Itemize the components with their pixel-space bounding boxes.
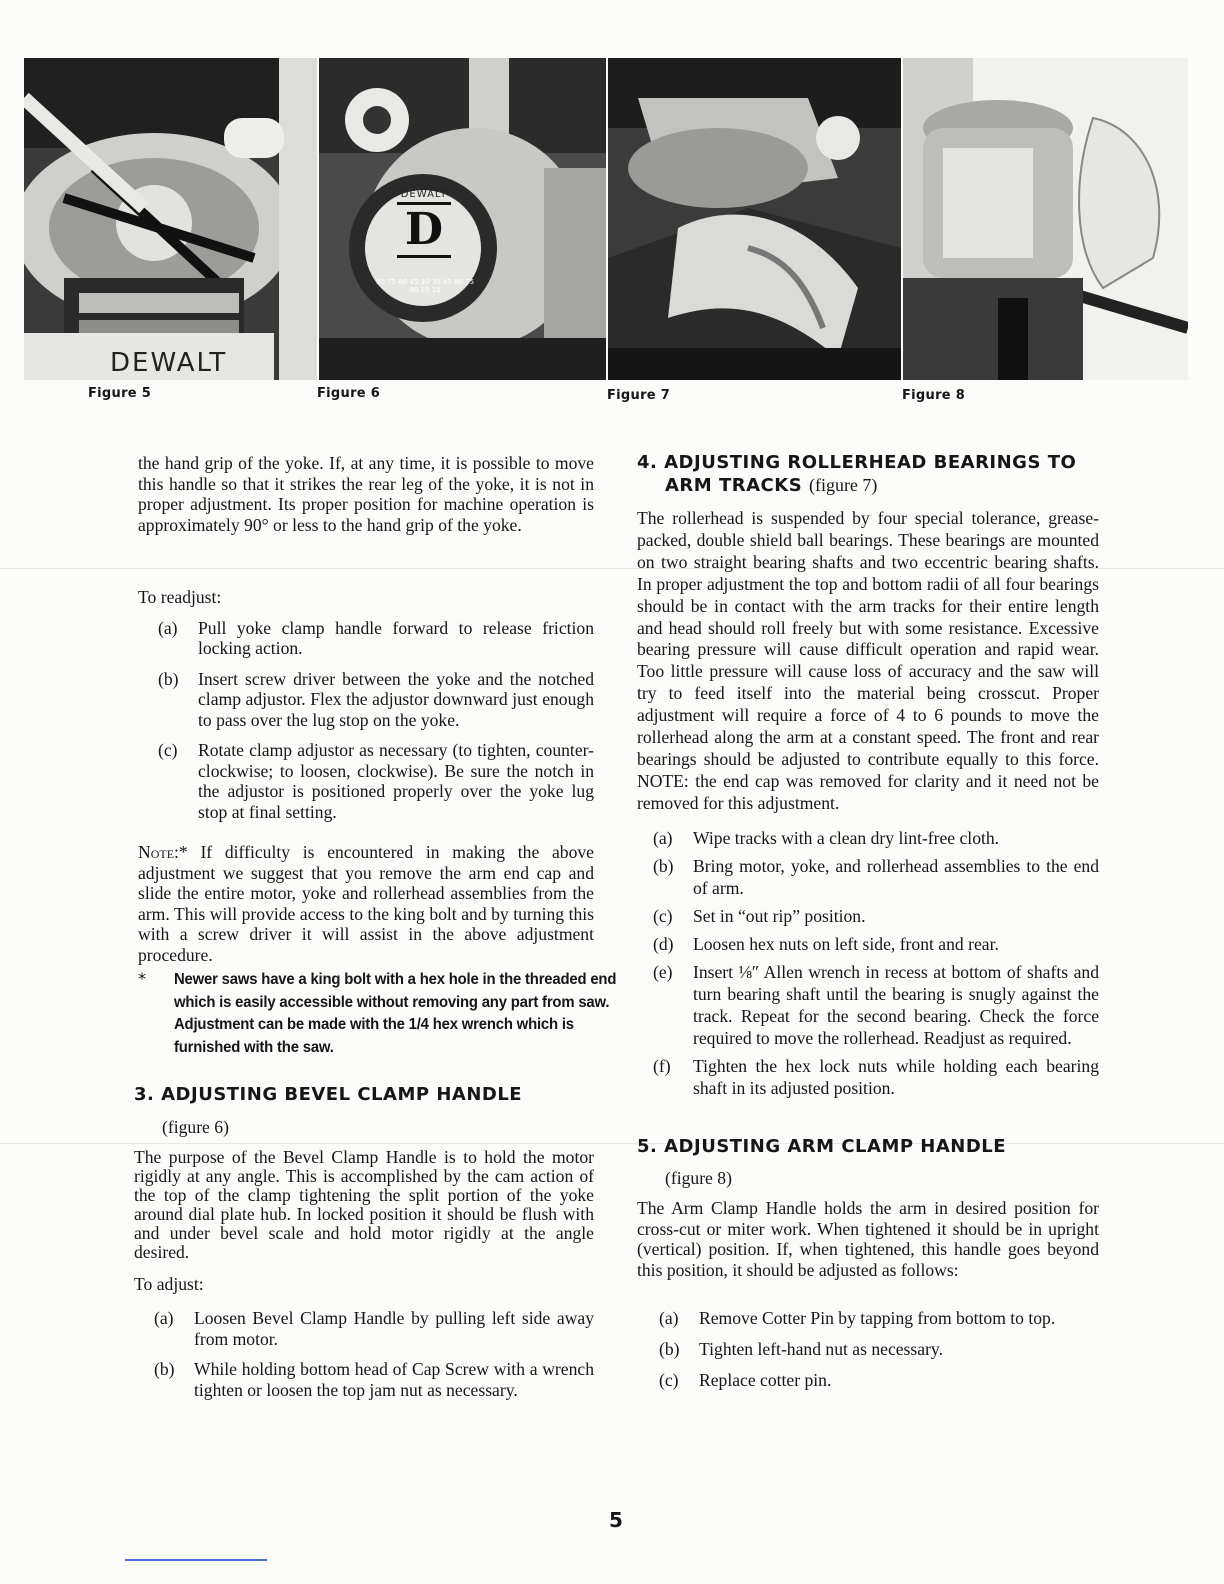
section-3-body: The purpose of the Bevel Clamp Handle is to hold the motor rigidly at any angle. This is accomplished by the cam action of the top of the clamp tightening the split portion of the yoke around dial plate hub. In locked position it should be flush with and under bevel scale and hold motor rigidly at the angle desired. (134, 1146, 594, 1262)
intro-paragraph: the hand grip of the yoke. If, at any time, it is possible to move this handle so that it strikes the rear leg of the yoke, it is not in proper adjustment. Its proper position for machine operation is approximately 90° or less to the hand grip of the yoke. (138, 453, 594, 535)
step-label: (b) (158, 668, 179, 689)
step-label: (b) (659, 1339, 680, 1360)
section-4-step-f (653, 1055, 1099, 1099)
section-4-title-line-1: 4. ADJUSTING ROLLERHEAD BEARINGS TO (637, 452, 1077, 473)
section-5-step-c (659, 1370, 1099, 1391)
dial-number: 15 (431, 286, 441, 294)
step-text: Wipe tracks with a clean dry lint-free cloth. (693, 827, 1000, 848)
dial-number: 45 (442, 278, 452, 286)
step-label: (c) (659, 1370, 679, 1391)
step-text: Remove Cotter Pin by tapping from bottom to top. (699, 1308, 1056, 1329)
figure-5-photo (24, 58, 317, 380)
section-4-step-d (653, 933, 1099, 955)
step-text: Pull yoke clamp handle forward to release friction locking action. (198, 617, 594, 658)
section-4-step-b (653, 855, 1099, 899)
section-4-title (637, 451, 1099, 497)
note-text: If difficulty is encountered in making the above adjustment we suggest that you remove the arm end cap and slide the entire motor, yoke and rollerhead assemblies from the arm. This will provide access to the king bolt and by turning this with a screw driver it will assist in the above adjustment procedure. (138, 842, 594, 965)
figure-7-caption: Figure 7 (607, 388, 671, 403)
section-4-step-a (653, 827, 1099, 849)
section-3-step-b (154, 1359, 594, 1400)
step-text: Rotate clamp adjustor as necessary (to tighten, counter-clockwise; to loosen, clockwise). Be sure the notch in the adjustor is positioned properly over the yoke lug stop at final setting. (198, 740, 594, 822)
section-3-step-a (154, 1308, 594, 1349)
readjust-step-a (158, 618, 594, 659)
figure-8-image (903, 58, 1188, 380)
step-label: (c) (158, 740, 178, 760)
figure-7-image (608, 58, 901, 380)
photo-strip (24, 58, 1188, 380)
note-paragraph (138, 842, 594, 965)
step-label: (b) (154, 1359, 175, 1379)
section-4-title-line-2 (637, 474, 1099, 497)
readjust-step-c (158, 740, 594, 822)
section-5-subtitle: (figure 8) (665, 1167, 732, 1188)
dial-number: 75 (387, 278, 396, 286)
dial-number: 60 (454, 278, 463, 286)
note-label: Note:* (138, 842, 188, 862)
section-5-step-a (659, 1308, 1099, 1329)
section-4-subtitle: (figure 7) (808, 475, 878, 495)
figure-8-photo (903, 58, 1188, 380)
figure-6-caption: Figure 6 (317, 386, 381, 401)
dial-number: 15 (420, 286, 430, 294)
step-text: Tighten the hex lock nuts while holding each bearing shaft in its adjusted position. (693, 1055, 1099, 1098)
figure-5-logo: DEWALT (110, 348, 228, 378)
step-label: (a) (154, 1308, 174, 1328)
right-column (637, 451, 1099, 1391)
dial-number: 30 (420, 278, 430, 286)
step-text: Loosen Bevel Clamp Handle by pulling left side away from motor. (194, 1308, 594, 1349)
step-text: Insert ⅛″ Allen wrench in recess at bottom of shafts and turn bearing shaft until the bearing is snugly against the track. Repeat for the second bearing. Check the force required to move the rollerhead. Readjust as required. (693, 961, 1099, 1048)
readjust-step-b (158, 669, 594, 731)
step-label: (d) (653, 933, 674, 954)
step-text: Loosen hex nuts on left side, front and rear. (693, 933, 999, 954)
step-text: Insert screw driver between the yoke and the notched clamp adjustor. Flex the adjustor downward just enough to pass over the lug stop on the yoke. (198, 668, 594, 730)
figure-5-image (24, 58, 317, 380)
section-3-subtitle: (figure 6) (162, 1117, 229, 1137)
step-label: (b) (653, 855, 674, 876)
dial-number: 45 (409, 278, 419, 286)
bevel-scale-numbers (375, 278, 475, 294)
dewalt-badge-brand: DEWALT (400, 189, 448, 200)
readjust-label: To readjust: (138, 587, 222, 607)
adjust-label: To adjust: (134, 1273, 204, 1294)
section-4-step-e (653, 961, 1099, 1049)
dial-number: 90 (409, 286, 419, 294)
figure-6-image (319, 58, 606, 380)
section-5-step-b (659, 1339, 1099, 1360)
step-label: (a) (158, 617, 178, 638)
section-4-body: The rollerhead is suspended by four special tolerance, grease-packed, double shield ball bearings. These bearings are mounted on two straight bearing shafts and two eccentric bearing shafts. In proper adjustment the top and bottom radii of all four bearings should be in contact with the arm tracks for their entire length and head should roll freely but with some resistance. Excessive bearing pressure will cause difficult operation and rapid wear. Too little pressure will cause loss of accuracy and the saw will try to feed itself into the material being crosscut. Proper adjustment will require a force of 4 to 6 pounds to move the rollerhead along the arm at a constant speed. The front and rear bearings should be adjusted to contribute equally to this force. NOTE: the end cap was removed for clarity and it need not be removed for this adjustment. (637, 508, 1099, 813)
dial-number: 90 (375, 278, 385, 286)
section-3-title: 3. ADJUSTING BEVEL CLAMP HANDLE (134, 1084, 523, 1105)
asterisk-note-text: Newer saws have a king bolt with a hex hole in the threaded end which is easily accessible without removing any part from saw. Adjustment can be made with the 1/4 hex wrench which is furnished with the saw. (174, 971, 617, 1056)
asterisk-note (138, 969, 617, 1059)
bottom-blue-rule (125, 1559, 267, 1561)
section-5-title: 5. ADJUSTING ARM CLAMP HANDLE (637, 1135, 1007, 1157)
section-4-step-c (653, 905, 1099, 927)
step-text: Replace cotter pin. (699, 1370, 832, 1391)
section-4-title-text: ARM TRACKS (665, 475, 803, 496)
step-label: (a) (659, 1308, 679, 1329)
dial-number: 60 (398, 278, 408, 286)
dial-number: 30 (431, 278, 441, 286)
step-text: Set in “out rip” position. (693, 905, 866, 926)
asterisk-mark: * (138, 969, 146, 988)
figure-7-photo (608, 58, 901, 380)
step-text: Tighten left-hand nut as necessary. (699, 1339, 943, 1360)
step-label: (a) (653, 827, 673, 848)
step-label: (e) (653, 961, 673, 982)
left-column (134, 453, 617, 1400)
page-number: 5 (609, 1508, 623, 1532)
figure-8-caption: Figure 8 (902, 388, 966, 403)
figure-5-caption: Figure 5 (88, 386, 152, 401)
step-label: (c) (653, 905, 673, 926)
step-text: While holding bottom head of Cap Screw with a wrench tighten or loosen the top jam nut as necessary. (194, 1359, 594, 1400)
section-5-body: The Arm Clamp Handle holds the arm in desired position for cross-cut or miter work. When tightened it should be in upright (vertical) position. If, when tightened, this handle goes beyond this position, it should be adjusted as follows: (637, 1198, 1099, 1280)
figure-6-photo (319, 58, 606, 380)
dial-number: 75 (465, 278, 475, 286)
step-label: (f) (653, 1055, 671, 1076)
dewalt-badge-letter: D (397, 202, 451, 258)
step-text: Bring motor, yoke, and rollerhead assemblies to the end of arm. (693, 855, 1099, 898)
